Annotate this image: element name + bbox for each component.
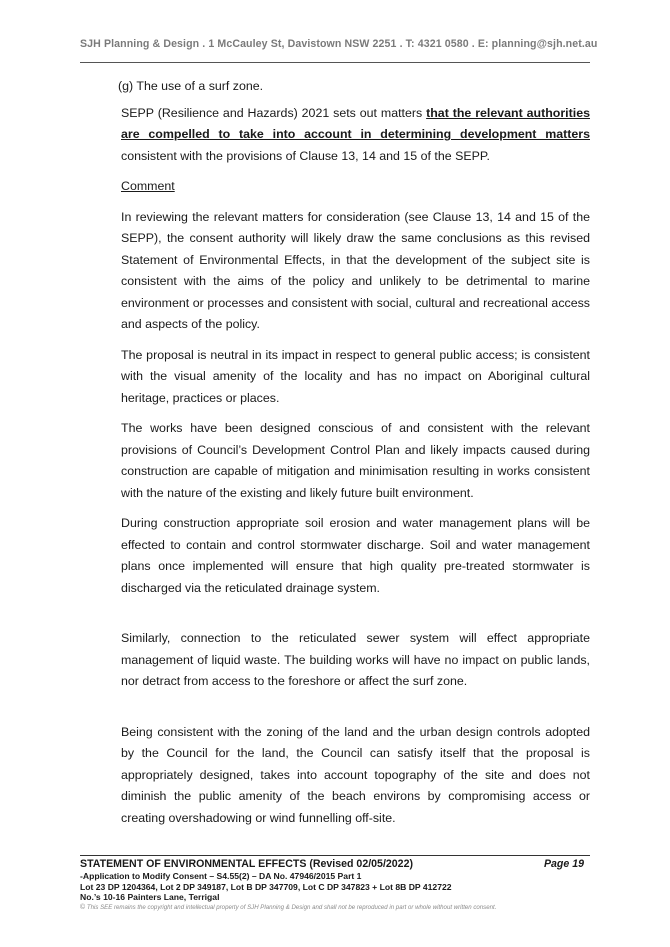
sepp-paragraph: [121, 103, 590, 168]
sepp-text-before: SEPP (Resilience and Hazards) 2021 sets out matters: [121, 105, 427, 120]
footer-divider: [80, 855, 590, 856]
paragraph-review: In reviewing the relevant matters for consideration (see Clause 13, 14 and 15 of the SEPP), the consent authority will likely draw the same conclusions as this revised Statement of Environmental Effects, in that the development of the subject site is consistent with the aims of the policy and unlikely to be detrimental to marine environment or processes and consistent with social, cultural and recreational access and aspects of the policy.: [121, 209, 590, 331]
sepp-text-after: consistent with the provisions of Clause 13, 14 and 15 of the SEPP.: [121, 148, 490, 163]
page-body: [118, 76, 590, 829]
paragraph-zoning: Being consistent with the zoning of the land and the urban design controls adopted by the Council for the land, the Council can satisfy itself that the proposal is appropriately designed, takes into account topography of the site and does not diminish the public amenity of the beach environs by compromising access or creating overshadowing or wind funnelling off-site.: [121, 724, 590, 825]
paragraph-sewer: Similarly, connection to the reticulated sewer system will effect appropriate management of liquid waste. The building works will have no impact on public lands, nor detract from access to the foreshore or affect the surf zone.: [121, 631, 590, 688]
footer-application-line: -Application to Modify Consent – S4.55(2) – DA No. 47946/2015 Part 1: [80, 871, 362, 881]
paragraph-dcp: The works have been designed conscious of and consistent with the relevant provisions of Council’s Development Control Plan and likely impacts caused during construction are capable of mitigation and minimisation resulting in works consistent with the nature of the existing and likely future built environment.: [121, 421, 590, 500]
page-number: Page 19: [543, 858, 584, 870]
footer-title-line: [80, 858, 588, 871]
document-title: STATEMENT OF ENVIRONMENTAL EFFECTS (Revised 02/05/2022): [80, 858, 413, 870]
comment-heading: Comment: [121, 179, 175, 193]
copyright-text: This SEE remains the copyright and intellectual property of SJH Planning & Design and shall not be reproduced in part or whole without written consent.: [86, 904, 497, 911]
footer-lots-line: Lot 23 DP 1204364, Lot 2 DP 349187, Lot B DP 347709, Lot C DP 347823 + Lot 8B DP 412722: [80, 881, 452, 892]
list-item-label: (g): [118, 79, 134, 93]
paragraph-public-access: The proposal is neutral in its impact in respect to general public access; is consistent with the visual amenity of the locality and has no impact on Aboriginal cultural heritage, practices or places.: [121, 347, 590, 405]
list-item-g: [118, 76, 590, 98]
sepp-emphasis: that the relevant authorities are compelled to take into account in determining development matters: [121, 105, 590, 141]
page-footer: [80, 858, 588, 903]
list-item-text: The use of a surf zone.: [136, 79, 264, 93]
footer-address-line: No.’s 10-16 Painters Lane, Terrigal: [80, 892, 220, 903]
copyright-notice: [80, 904, 590, 911]
paragraph-stormwater: During construction appropriate soil erosion and water management plans will be effected to contain and control stormwater discharge. Soil and water management plans once implemented will ensure that high quality pre-treated stormwater is discharged via the reticulated drainage system.: [121, 516, 590, 595]
copyright-icon: ©: [80, 904, 86, 911]
header-divider: [80, 62, 590, 63]
letterhead: SJH Planning & Design . 1 McCauley St, Davistown NSW 2251 . T: 4321 0580 . E: planning@sjh.net.au: [80, 38, 598, 50]
